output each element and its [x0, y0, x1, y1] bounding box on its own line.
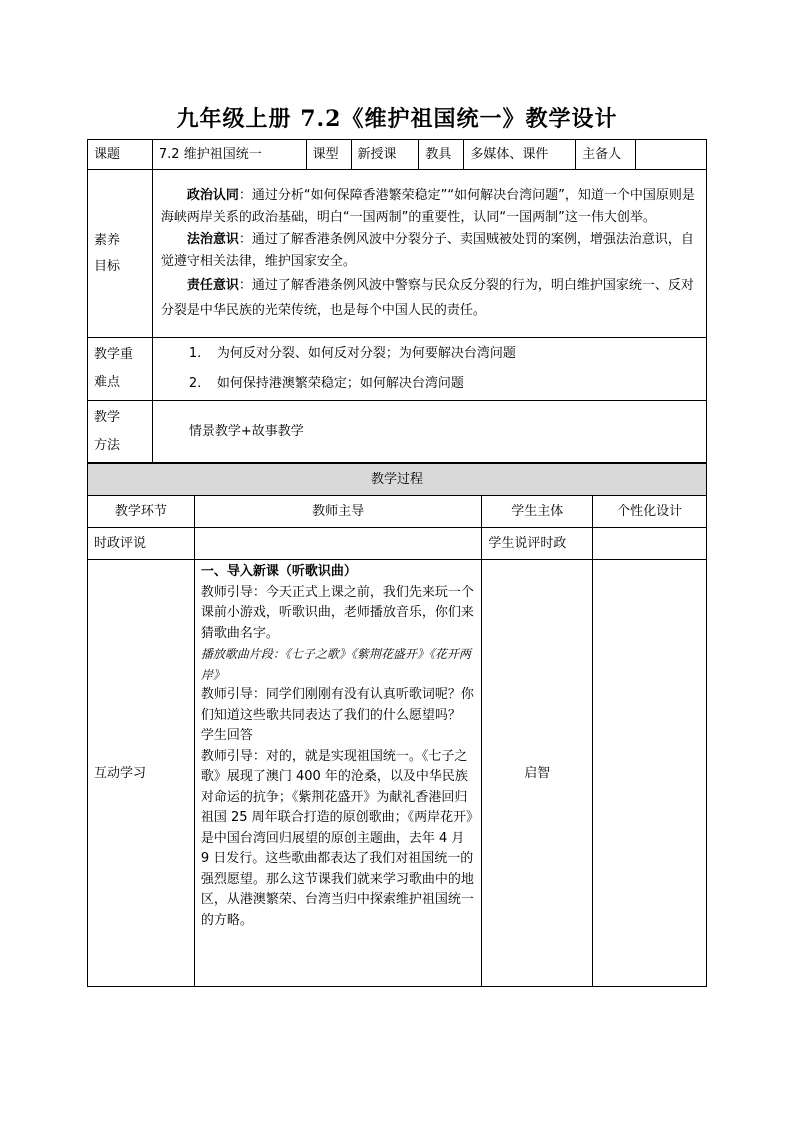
teacher-para-songs: 播放歌曲片段：《七子之歌》《紫荆花盛开》《花开两岸》 [200, 647, 471, 682]
topic-label: 课题 [88, 140, 153, 170]
literacy-para-responsibility [161, 273, 698, 323]
keypoint-item-1 [189, 339, 700, 369]
row1-student: 学生说评时政 [482, 528, 593, 560]
method-content: 情景教学+故事教学 [152, 401, 706, 463]
literacy-label [88, 170, 153, 338]
preparer-label: 主备人 [576, 140, 636, 170]
keypoint-item-1-text: 为何反对分裂、如何反对分裂；为何要解决台湾问题 [216, 346, 516, 361]
literacy-content [152, 170, 706, 338]
row2-personal [593, 560, 707, 987]
process-header: 教学过程 [88, 464, 707, 496]
legal-text: ：通过了解香港条例风波中分裂分子、卖国贼被处罚的案例，增强法治意识，自觉遵守相关法律，维护国家安全。 [160, 231, 694, 269]
keypoint-item-1-num: 1. [188, 346, 202, 361]
method-label [88, 401, 153, 463]
political-heading: 政治认同 [186, 187, 239, 203]
keypoints-label-line2: 难点 [94, 375, 121, 390]
col-header-stage: 教学环节 [88, 496, 195, 528]
keypoint-item-2 [189, 369, 700, 399]
process-table [87, 463, 707, 987]
tools-value: 多媒体、课件 [464, 140, 576, 170]
topic-value: 7.2 维护祖国统一 [152, 140, 306, 170]
keypoints-label [88, 338, 153, 401]
keypoint-item-2-text: 如何保持港澳繁荣稳定；如何解决台湾问题 [216, 376, 464, 391]
teacher-para-4: 教师引导：对的，就是实现祖国统一。《七子之歌》展现了澳门 400 年的沧桑，以及中华民族对命运的抗争；《紫荆花盛开》为献礼香港回归祖国 25 周年联合打造的原创歌曲；《两岸花开》是中国台湾回归展望的原创主题曲，去年 4 月 9 日发行。这些歌曲都表达了我们对祖国统一的强烈愿望。那么这节课我们就来学习歌曲中的地区，从港澳繁荣、台湾当归中探索维护祖国统一的方略。 [200, 748, 474, 928]
responsibility-text: ：通过了解香港条例风波中警察与民众反分裂的行为，明白维护国家统一、反对分裂是中华民族的光荣传统，也是每个中国人民的责任。 [160, 277, 694, 318]
legal-heading: 法治意识 [186, 231, 239, 247]
literacy-para-legal [161, 229, 698, 273]
col-header-teacher: 教师主导 [194, 496, 482, 528]
row2-student: 启智 [482, 560, 593, 987]
row1-teacher [194, 528, 482, 560]
intro-heading: 一、导入新课（听歌识曲） [200, 564, 357, 579]
method-label-line2: 方法 [94, 437, 121, 453]
page-title: 九年级上册 7.2《维护祖国统一》教学设计 [176, 106, 618, 132]
keypoint-item-2-num: 2. [188, 376, 202, 391]
preparer-value [636, 140, 707, 170]
literacy-para-political [161, 185, 698, 229]
teacher-para-3: 学生回答 [200, 728, 253, 743]
row2-stage: 互动学习 [88, 560, 195, 987]
method-label-line1: 教学 [94, 409, 121, 425]
keypoints-content [152, 338, 706, 401]
literacy-label-line1: 素养 [94, 232, 121, 248]
info-table [87, 139, 707, 463]
political-text: ：通过分析“如何保障香港繁荣稳定”“如何解决台湾问题”，知道一个中国原则是海峡两岸关系的政治基础，明白“一国两制”的重要性，认同“一国两制”这一伟大创举。 [160, 187, 695, 225]
teacher-para-2: 教师引导：同学们刚刚有没有认真听歌词呢？你们知道这些歌共同表达了我们的什么愿望吗？ [200, 687, 474, 723]
teacher-para-1: 教师引导：今天正式上课之前，我们先来玩一个课前小游戏，听歌识曲，老师播放音乐，你们来猜歌曲名字。 [200, 584, 474, 641]
row2-teacher [194, 560, 482, 987]
type-label: 课型 [306, 140, 351, 170]
type-value: 新授课 [351, 140, 419, 170]
keypoints-label-line1: 教学重 [94, 347, 134, 362]
col-header-student: 学生主体 [482, 496, 593, 528]
responsibility-heading: 责任意识 [186, 277, 239, 293]
literacy-label-line2: 目标 [94, 258, 121, 274]
tools-label: 教具 [419, 140, 464, 170]
row1-stage: 时政评说 [88, 528, 195, 560]
col-header-personal: 个性化设计 [593, 496, 707, 528]
row1-personal [593, 528, 707, 560]
